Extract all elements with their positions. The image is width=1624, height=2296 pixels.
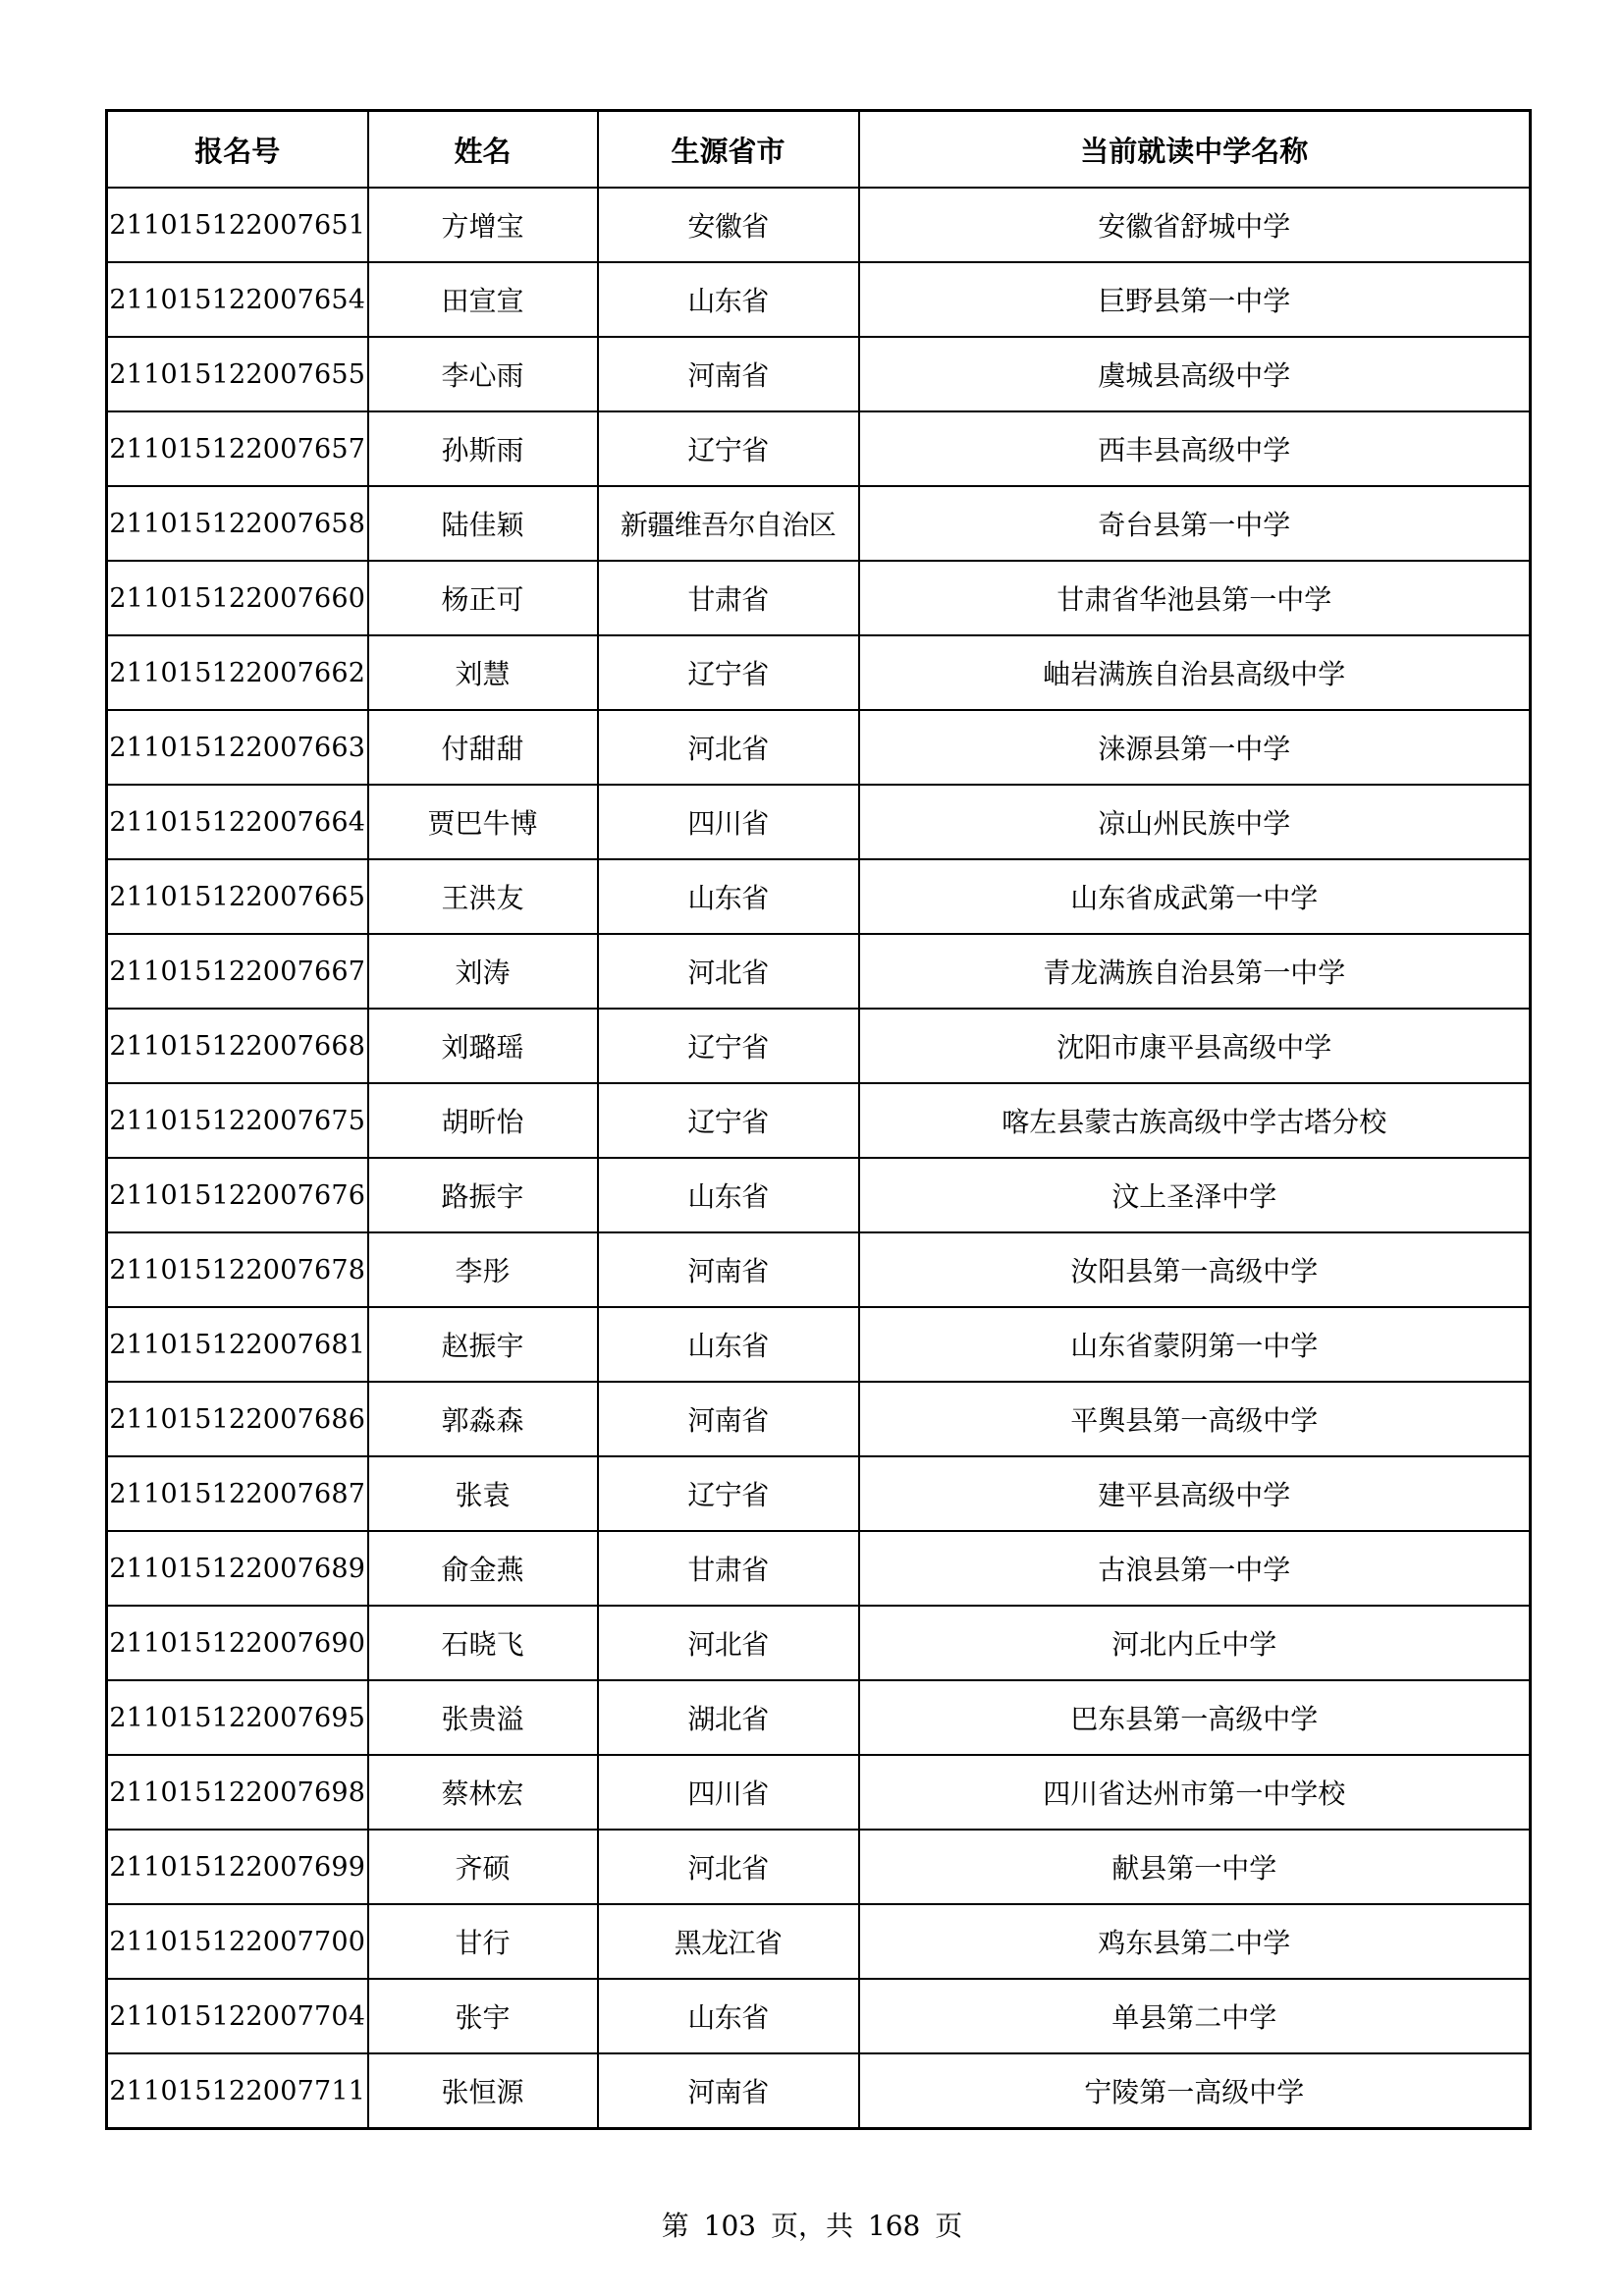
table-row xyxy=(107,1979,1531,2053)
school-name-cell: 奇台县第一中学 xyxy=(859,486,1531,561)
registration-number-cell: 211015122007665 xyxy=(107,859,368,934)
school-name-cell: 凉山州民族中学 xyxy=(859,785,1531,859)
source-province-cell: 河南省 xyxy=(598,337,859,411)
student-name-cell: 刘涛 xyxy=(368,934,598,1009)
header-registration-number: 报名号 xyxy=(107,111,368,189)
registration-number-cell: 211015122007663 xyxy=(107,710,368,785)
table-row xyxy=(107,785,1531,859)
source-province-cell: 黑龙江省 xyxy=(598,1904,859,1979)
student-name-cell: 李彤 xyxy=(368,1232,598,1307)
source-province-cell: 山东省 xyxy=(598,1979,859,2053)
student-name-cell: 齐硕 xyxy=(368,1830,598,1904)
table-row xyxy=(107,1083,1531,1158)
registration-number-cell: 211015122007655 xyxy=(107,337,368,411)
student-name-cell: 方增宝 xyxy=(368,188,598,262)
source-province-cell: 辽宁省 xyxy=(598,1456,859,1531)
table-row xyxy=(107,1382,1531,1456)
table-row xyxy=(107,1158,1531,1232)
admission-table xyxy=(105,109,1532,2130)
registration-number-cell: 211015122007676 xyxy=(107,1158,368,1232)
school-name-cell: 宁陵第一高级中学 xyxy=(859,2053,1531,2129)
school-name-cell: 虞城县高级中学 xyxy=(859,337,1531,411)
table-row xyxy=(107,635,1531,710)
page-number-footer: 第 103 页，共 168 页 xyxy=(661,2210,963,2242)
student-name-cell: 路振宇 xyxy=(368,1158,598,1232)
registration-number-cell: 211015122007662 xyxy=(107,635,368,710)
source-province-cell: 山东省 xyxy=(598,1158,859,1232)
student-name-cell: 张恒源 xyxy=(368,2053,598,2129)
source-province-cell: 辽宁省 xyxy=(598,635,859,710)
header-current-school: 当前就读中学名称 xyxy=(859,111,1531,189)
student-name-cell: 甘行 xyxy=(368,1904,598,1979)
source-province-cell: 山东省 xyxy=(598,1307,859,1382)
student-name-cell: 付甜甜 xyxy=(368,710,598,785)
source-province-cell: 四川省 xyxy=(598,1755,859,1830)
student-name-cell: 王洪友 xyxy=(368,859,598,934)
registration-number-cell: 211015122007681 xyxy=(107,1307,368,1382)
school-name-cell: 山东省成武第一中学 xyxy=(859,859,1531,934)
registration-number-cell: 211015122007695 xyxy=(107,1680,368,1755)
table-row xyxy=(107,934,1531,1009)
school-name-cell: 青龙满族自治县第一中学 xyxy=(859,934,1531,1009)
table-row xyxy=(107,1904,1531,1979)
source-province-cell: 辽宁省 xyxy=(598,1009,859,1083)
student-name-cell: 胡昕怡 xyxy=(368,1083,598,1158)
student-name-cell: 张袁 xyxy=(368,1456,598,1531)
registration-number-cell: 211015122007687 xyxy=(107,1456,368,1531)
student-name-cell: 石晓飞 xyxy=(368,1606,598,1680)
school-name-cell: 巴东县第一高级中学 xyxy=(859,1680,1531,1755)
student-name-cell: 刘慧 xyxy=(368,635,598,710)
source-province-cell: 河北省 xyxy=(598,1830,859,1904)
school-name-cell: 平舆县第一高级中学 xyxy=(859,1382,1531,1456)
registration-number-cell: 211015122007658 xyxy=(107,486,368,561)
source-province-cell: 河北省 xyxy=(598,934,859,1009)
source-province-cell: 河南省 xyxy=(598,1382,859,1456)
school-name-cell: 献县第一中学 xyxy=(859,1830,1531,1904)
registration-number-cell: 211015122007698 xyxy=(107,1755,368,1830)
registration-number-cell: 211015122007657 xyxy=(107,411,368,486)
school-name-cell: 安徽省舒城中学 xyxy=(859,188,1531,262)
source-province-cell: 山东省 xyxy=(598,859,859,934)
registration-number-cell: 211015122007654 xyxy=(107,262,368,337)
student-name-cell: 刘璐瑶 xyxy=(368,1009,598,1083)
source-province-cell: 辽宁省 xyxy=(598,411,859,486)
registration-number-cell: 211015122007678 xyxy=(107,1232,368,1307)
source-province-cell: 山东省 xyxy=(598,262,859,337)
table-row xyxy=(107,411,1531,486)
school-name-cell: 西丰县高级中学 xyxy=(859,411,1531,486)
table-row xyxy=(107,1232,1531,1307)
table-row xyxy=(107,561,1531,635)
student-name-cell: 田宣宣 xyxy=(368,262,598,337)
table-row xyxy=(107,1755,1531,1830)
table-row xyxy=(107,486,1531,561)
source-province-cell: 辽宁省 xyxy=(598,1083,859,1158)
student-name-cell: 杨正可 xyxy=(368,561,598,635)
school-name-cell: 岫岩满族自治县高级中学 xyxy=(859,635,1531,710)
registration-number-cell: 211015122007668 xyxy=(107,1009,368,1083)
source-province-cell: 新疆维吾尔自治区 xyxy=(598,486,859,561)
school-name-cell: 单县第二中学 xyxy=(859,1979,1531,2053)
source-province-cell: 甘肃省 xyxy=(598,561,859,635)
table-row xyxy=(107,1456,1531,1531)
table-row xyxy=(107,1009,1531,1083)
student-name-cell: 赵振宇 xyxy=(368,1307,598,1382)
registration-number-cell: 211015122007699 xyxy=(107,1830,368,1904)
registration-number-cell: 211015122007675 xyxy=(107,1083,368,1158)
source-province-cell: 甘肃省 xyxy=(598,1531,859,1606)
student-name-cell: 蔡林宏 xyxy=(368,1755,598,1830)
registration-number-cell: 211015122007704 xyxy=(107,1979,368,2053)
student-name-cell: 张贵溢 xyxy=(368,1680,598,1755)
table-row xyxy=(107,1680,1531,1755)
student-name-cell: 贾巴牛博 xyxy=(368,785,598,859)
student-name-cell: 孙斯雨 xyxy=(368,411,598,486)
table-row xyxy=(107,710,1531,785)
school-name-cell: 鸡东县第二中学 xyxy=(859,1904,1531,1979)
student-name-cell: 郭淼森 xyxy=(368,1382,598,1456)
registration-number-cell: 211015122007667 xyxy=(107,934,368,1009)
student-name-cell: 陆佳颖 xyxy=(368,486,598,561)
table-row xyxy=(107,1531,1531,1606)
school-name-cell: 甘肃省华池县第一中学 xyxy=(859,561,1531,635)
table-row xyxy=(107,262,1531,337)
table-row xyxy=(107,1606,1531,1680)
source-province-cell: 湖北省 xyxy=(598,1680,859,1755)
school-name-cell: 涞源县第一中学 xyxy=(859,710,1531,785)
table-header-row xyxy=(107,111,1531,189)
table-row xyxy=(107,1830,1531,1904)
table-body xyxy=(107,188,1531,2129)
school-name-cell: 喀左县蒙古族高级中学古塔分校 xyxy=(859,1083,1531,1158)
school-name-cell: 巨野县第一中学 xyxy=(859,262,1531,337)
student-name-cell: 张宇 xyxy=(368,1979,598,2053)
table-row xyxy=(107,1307,1531,1382)
school-name-cell: 四川省达州市第一中学校 xyxy=(859,1755,1531,1830)
school-name-cell: 汶上圣泽中学 xyxy=(859,1158,1531,1232)
source-province-cell: 四川省 xyxy=(598,785,859,859)
school-name-cell: 沈阳市康平县高级中学 xyxy=(859,1009,1531,1083)
registration-number-cell: 211015122007690 xyxy=(107,1606,368,1680)
header-source-province: 生源省市 xyxy=(598,111,859,189)
student-name-cell: 李心雨 xyxy=(368,337,598,411)
registration-number-cell: 211015122007686 xyxy=(107,1382,368,1456)
registration-number-cell: 211015122007664 xyxy=(107,785,368,859)
school-name-cell: 建平县高级中学 xyxy=(859,1456,1531,1531)
school-name-cell: 河北内丘中学 xyxy=(859,1606,1531,1680)
registration-number-cell: 211015122007689 xyxy=(107,1531,368,1606)
registration-number-cell: 211015122007711 xyxy=(107,2053,368,2129)
table-row xyxy=(107,188,1531,262)
registration-number-cell: 211015122007660 xyxy=(107,561,368,635)
source-province-cell: 河南省 xyxy=(598,1232,859,1307)
source-province-cell: 河南省 xyxy=(598,2053,859,2129)
table-row xyxy=(107,2053,1531,2129)
table-row xyxy=(107,859,1531,934)
source-province-cell: 河北省 xyxy=(598,1606,859,1680)
registration-number-cell: 211015122007700 xyxy=(107,1904,368,1979)
school-name-cell: 山东省蒙阴第一中学 xyxy=(859,1307,1531,1382)
table-row xyxy=(107,337,1531,411)
header-name: 姓名 xyxy=(368,111,598,189)
source-province-cell: 河北省 xyxy=(598,710,859,785)
school-name-cell: 古浪县第一中学 xyxy=(859,1531,1531,1606)
school-name-cell: 汝阳县第一高级中学 xyxy=(859,1232,1531,1307)
registration-number-cell: 211015122007651 xyxy=(107,188,368,262)
source-province-cell: 安徽省 xyxy=(598,188,859,262)
student-name-cell: 俞金燕 xyxy=(368,1531,598,1606)
